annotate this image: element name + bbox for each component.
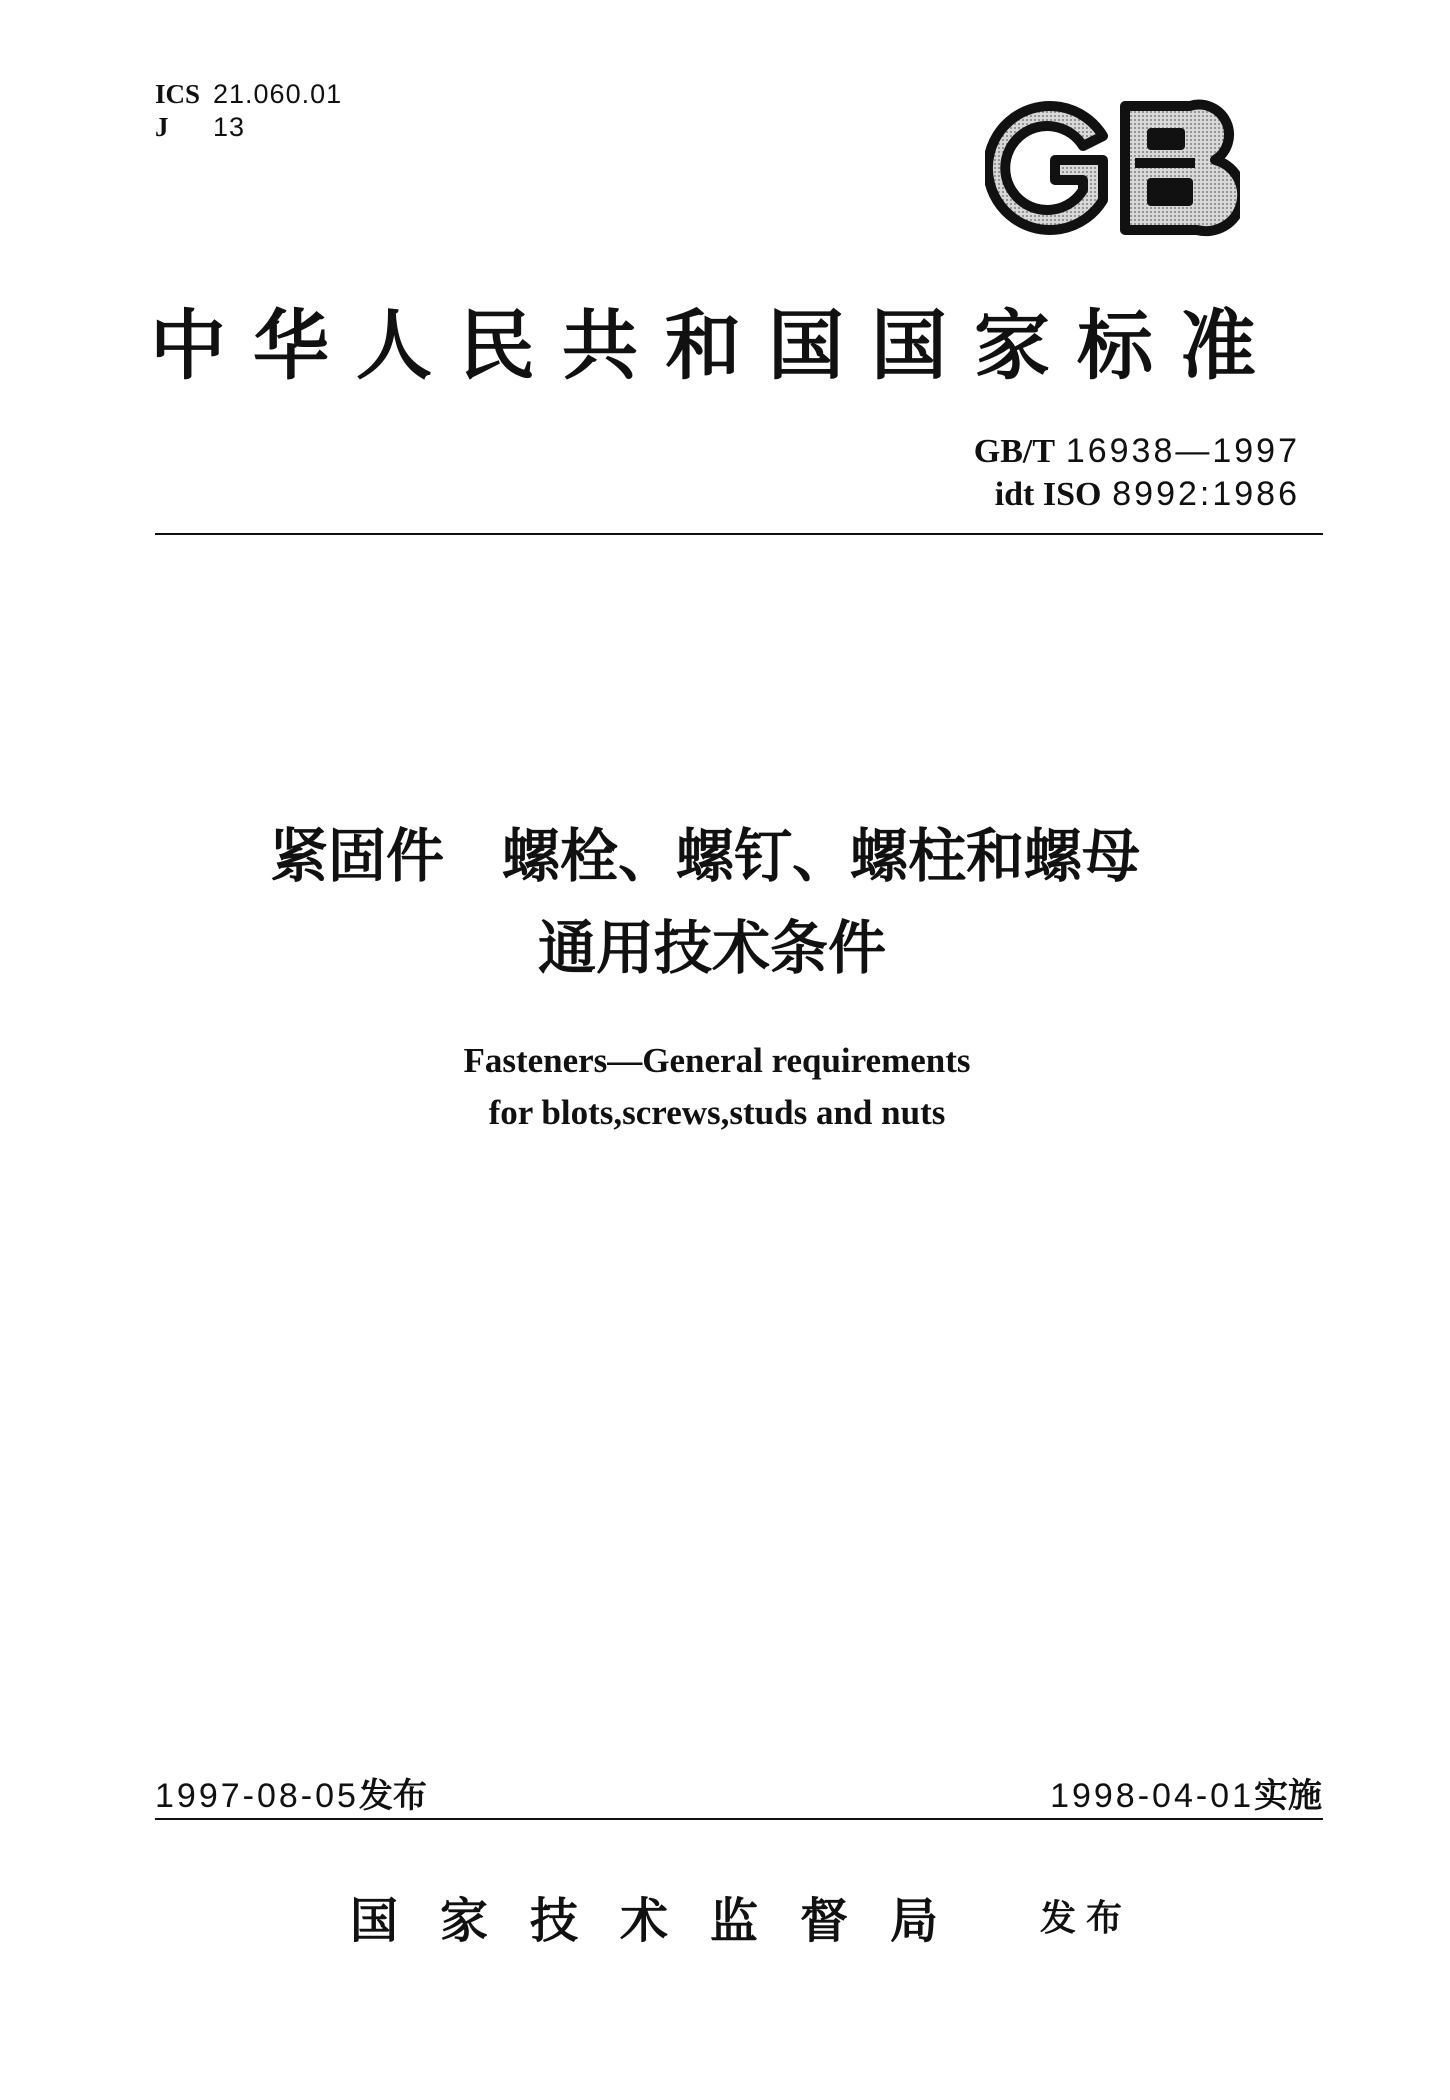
effective-date (1050, 1768, 1322, 1817)
idt-prefix: idt ISO (994, 476, 1102, 513)
j-label: J (155, 112, 169, 142)
effective-date-label: 实施 (1254, 1776, 1322, 1816)
issuer-name: 国家技术监督局 (350, 1893, 981, 1949)
standard-code-number: 16938—1997 (1065, 432, 1300, 470)
header-divider (155, 533, 1323, 535)
english-title-line1: Fasteners—General requirements (463, 1041, 971, 1080)
effective-date-value: 1998-04-01 (1050, 1777, 1254, 1815)
classification-block (155, 78, 342, 144)
issuer-action: 发布 (1040, 1897, 1133, 1939)
national-standard-title: 中华人民共和国国家标准 (150, 301, 1283, 390)
publish-date-label: 发布 (358, 1776, 427, 1816)
idt-number: 8992:1986 (1112, 475, 1300, 513)
chinese-title-line1: 紧固件 螺栓、螺钉、螺柱和螺母 (270, 822, 1141, 890)
chinese-title-line2: 通用技术条件 (538, 914, 887, 982)
footer-divider (155, 1818, 1323, 1820)
publish-date-value: 1997-08-05 (155, 1777, 359, 1815)
gb-emblem-icon (985, 98, 1240, 238)
ics-label: ICS (155, 79, 201, 109)
english-title (0, 1035, 1450, 1139)
english-title-line2: for blots,screws,studs and nuts (488, 1093, 946, 1132)
chinese-title (270, 810, 1140, 994)
idt-reference (974, 473, 1300, 516)
ics-line (155, 78, 342, 111)
publish-date (155, 1768, 427, 1817)
standard-number-block (974, 430, 1300, 516)
standard-code (974, 430, 1300, 473)
standard-code-prefix: GB/T (973, 433, 1055, 470)
j-code: 13 (213, 112, 246, 142)
j-line (155, 111, 342, 144)
ics-code: 21.060.01 (213, 79, 343, 109)
